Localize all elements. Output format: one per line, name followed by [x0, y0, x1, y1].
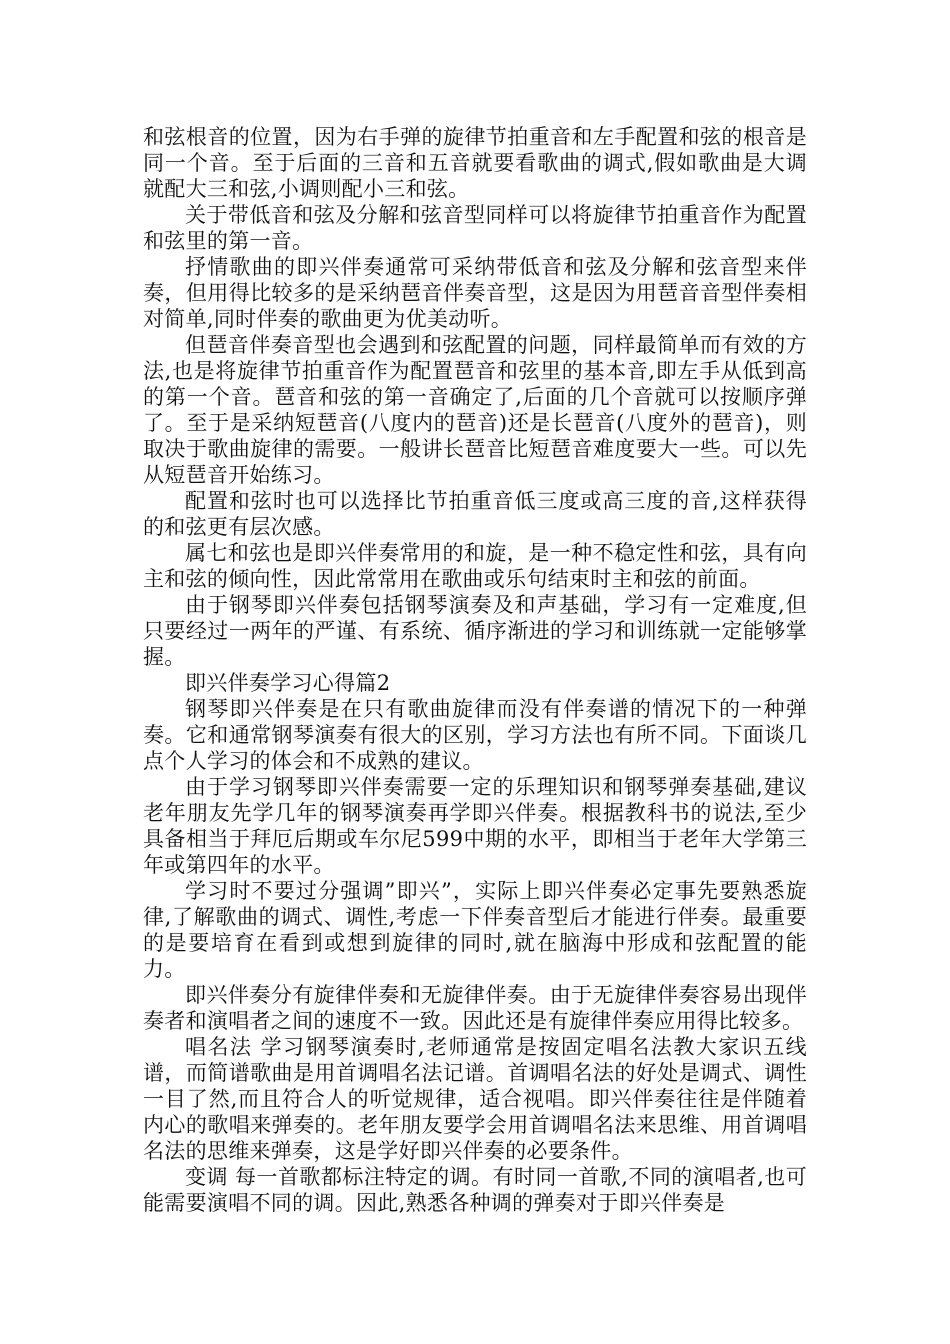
paragraph-lyrical-songs: 抒情歌曲的即兴伴奏通常可采纳带低音和弦及分解和弦音型来伴奏，但用得比较多的是采纳琶音伴奏音型，这是因为用琶音音型伴奏相对简单,同时伴奏的歌曲更为优美动听。	[143, 255, 807, 331]
paragraph-transposition: 变调 每一首歌都标注特定的调。有时同一首歌,不同的演唱者,也可能需要演唱不同的调。因此,熟悉各种调的弹奏对于即兴伴奏是	[143, 1165, 807, 1215]
paragraph-prerequisites: 由于学习钢琴即兴伴奏需要一定的乐理知识和钢琴弹奏基础,建议老年朋友先学几年的钢琴演奏再学即兴伴奏。根据教科书的说法,至少具备相当于拜厄后期或车尔尼599中期的水平，即相当于老年大学第三年或第四年的水平。	[143, 775, 807, 877]
paragraph-solmization: 唱名法 学习钢琴演奏时,老师通常是按固定唱名法教大家识五线谱，而简谱歌曲是用首调唱名法记谱。首调唱名法的好处是调式、调性一目了然,而且符合人的听觉规律，适合视唱。即兴伴奏往往是伴随着内心的歌唱来弹奏的。老年朋友要学会用首调唱名法来思维、用首调唱名法的思维来弹奏，这是学好即兴伴奏的必要条件。	[143, 1035, 807, 1163]
paragraph-melody-types: 即兴伴奏分有旋律伴奏和无旋律伴奏。由于无旋律伴奏容易出现伴奏者和演唱者之间的速度不一致。因此还是有旋律伴奏应用得比较多。	[143, 983, 807, 1033]
paragraph-dominant-seventh: 属七和弦也是即兴伴奏常用的和旋，是一种不稳定性和弦，具有向主和弦的倾向性，因此常常用在歌曲或乐句结束时主和弦的前面。	[143, 541, 807, 591]
paragraph-difficulty: 由于钢琴即兴伴奏包括钢琴演奏及和声基础，学习有一定难度,但只要经过一两年的严谨、有系统、循序渐进的学习和训练就一定能够掌握。	[143, 593, 807, 669]
paragraph-chord-root: 和弦根音的位置，因为右手弹的旋律节拍重音和左手配置和弦的根音是同一个音。至于后面的三音和五音就要看歌曲的调式,假如歌曲是大调就配大三和弦,小调则配小三和弦。	[143, 125, 807, 201]
paragraph-preparation: 学习时不要过分强调”即兴”，实际上即兴伴奏必定事先要熟悉旋律,了解歌曲的调式、调性,考虑一下伴奏音型后才能进行伴奏。最重要的是要培育在看到或想到旋律的同时,就在脑海中形成和弦配置的能力。	[143, 879, 807, 981]
paragraph-definition: 钢琴即兴伴奏是在只有歌曲旋律而没有伴奏谱的情况下的一种弹奏。它和通常钢琴演奏有很大的区别，学习方法也有所不同。下面谈几点个人学习的体会和不成熟的建议。	[143, 697, 807, 773]
document-page	[143, 124, 807, 1216]
section-heading: 即兴伴奏学习心得篇2	[185, 671, 391, 695]
paragraph-bass-chord: 关于带低音和弦及分解和弦音型同样可以将旋律节拍重音作为配置和弦里的第一音。	[143, 203, 807, 253]
paragraph-third-voicing: 配置和弦时也可以选择比节拍重音低三度或高三度的音,这样获得的和弦更有层次感。	[143, 489, 807, 539]
paragraph-arpeggio: 但琶音伴奏音型也会遇到和弦配置的问题，同样最简单而有效的方法,也是将旋律节拍重音作为配置琶音和弦里的基本音,即左手从低到高的第一个音。琶音和弦的第一音确定了,后面的几个音就可以按顺序弹了。至于是采纳短琶音(八度内的琶音)还是长琶音(八度外的琶音)，则取决于歌曲旋律的需要。一般讲长琶音比短琶音难度要大一些。可以先从短琶音开始练习。	[143, 333, 807, 487]
